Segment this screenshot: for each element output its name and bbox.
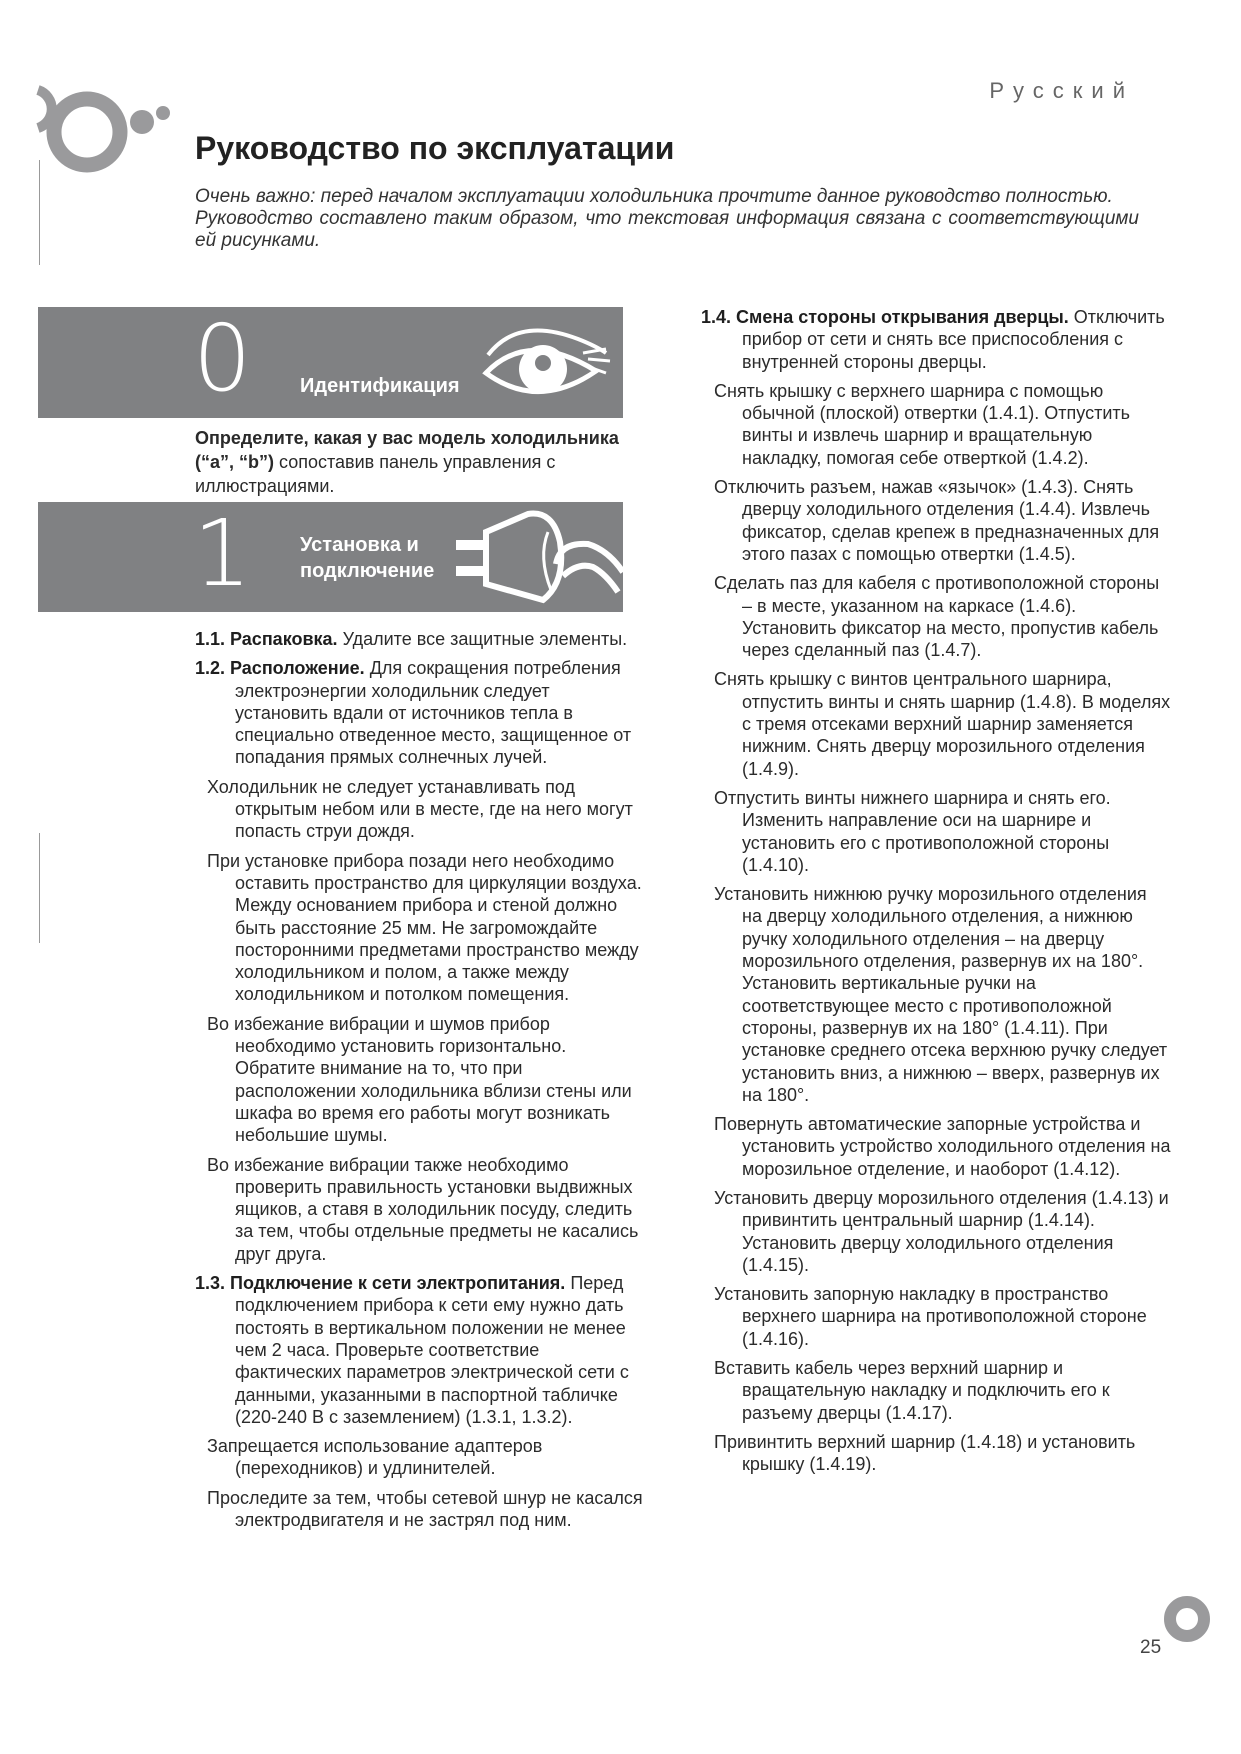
paragraph: Вставить кабель через верхний шарнир и вращательную накладку и подключить его к разъему дверцы (1.4.17). [714,1358,1110,1423]
paragraph: Во избежание вибрации также необходимо проверить правильность установки выдвижных ящиков, а ставя в холодильник посуду, следить за тем, чтобы отдельные предметы не касались друг друга. [207,1154,639,1264]
paragraph: Снять крышку с винтов центрального шарнира, отпустить винты и снять шарнир (1.4.8). В моделях с тремя отсеками верхний шарнир заменяется нижним. Снять дверцу морозильного отделения (1.4.9). [714,669,1171,779]
paragraph: Во избежание вибрации и шумов прибор необходимо установить горизонтально. Обратите внимание на то, что при расположении холодильника вблизи стены или шкафа во время его работы могут возникать небольшие шумы. [207,1013,632,1146]
item-text: Удалите все защитные элементы. [337,629,628,649]
paragraph: Установить дверцу морозильного отделения (1.4.13) и привинтить центральный шарнир (1.4.14). Установить дверцу холодильного отделения (1.4.15). [714,1187,1169,1275]
section-number: 1 [193,502,252,607]
section-label [300,532,434,584]
item-heading: 1.3. Подключение к сети электропитания. [195,1273,566,1294]
list-item [195,628,645,650]
page-number: 25 [1140,1637,1162,1658]
identification-bold: Определите, какая у вас модель холодильника (“a”, “b”) [195,428,619,472]
plug-icon [448,502,623,612]
margin-line [39,160,40,265]
item-heading: 1.2. Расположение. [195,658,365,679]
item-text: Перед подключением прибора к сети ему нужно дать постоять в вертикальном положении не менее чем 2 часа. Проверьте соответствие фактических параметров электрической сети с данными, указанными в паспортной табличке (220-240 В с заземлением) (1.3.1, 1.3.2). [235,1273,629,1427]
paragraph: Сделать паз для кабеля с противоположной стороны – в месте, указанном на каркасе (1.4.6). Установить фиксатор на место, пропустив кабель через сделанный паз (1.4.7). [714,573,1160,661]
left-column [195,628,645,1538]
section-banner-installation [38,502,623,612]
brand-logo-icon [30,80,180,190]
paragraph: При установке прибора позади него необходимо оставить пространство для циркуляции воздуха. Между основанием прибора и стеной должно быть расстояние 25 мм. Не загромождайте посторонними предметами пространство между холодильником и полом, а также между холодильником и потолком помещения. [207,850,642,1005]
right-column [701,306,1171,1483]
eye-icon [478,311,618,416]
item-heading: 1.1. Распаковка. [195,629,338,649]
intro-paragraph: Очень важно: перед началом эксплуатации холодильника прочтите данное руководство полностью. [195,186,1113,207]
language-label: Русский [989,78,1134,103]
paragraph: Установить нижнюю ручку морозильного отделения на дверцу холодильного отделения, а нижнюю ручку холодильного отделения – на дверцу морозильного отделения, развернув их на 180°. Установить вертикальные ручки на соответствующее место с противоположной стороны, развернув их на 180° (1.4.11). При установке среднего отсека верхнюю ручку следует установить вниз, а нижнюю – вверх, развернув их на 180°. [714,884,1168,1105]
paragraph: Проследите за тем, чтобы сетевой шнур не касался электродвигателя и не застрял под ним. [207,1487,643,1530]
paragraph: Снять крышку с верхнего шарнира с помощью обычной (плоской) отвертки (1.4.1). Отпустить винты и извлечь шарнир и вращательную накладку, помогая себе отверткой (1.4.2). [714,380,1130,468]
identification-text [195,426,635,498]
identification-rest: сопоставив панель управления с иллюстрациями. [195,452,556,496]
ring-decoration-icon [1163,1595,1213,1645]
list-item [195,657,645,768]
item-heading: 1.4. Смена стороны открывания дверцы. [701,307,1069,327]
margin-line [39,833,40,943]
paragraph: Холодильник не следует устанавливать под открытым небом или в месте, где на него могут попасть струи дождя. [207,776,633,842]
paragraph: Запрещается использование адаптеров (переходников) и удлинителей. [207,1436,543,1479]
list-item [701,306,1171,373]
section-label: Идентификация [300,375,460,397]
section-banner-identification [38,307,623,418]
section-label-line: Установка и [300,534,419,556]
section-label-line: подключение [300,560,435,582]
intro-text [195,186,1139,252]
paragraph: Повернуть автоматические запорные устройства и установить устройство холодильного отделения на морозильное отделение, и наоборот (1.4.12). [714,1114,1171,1179]
intro-paragraph: Руководство составлено таким образом, что текстовая информация связана с соответствующими ей рисунками. [195,208,1139,251]
paragraph: Отключить разъем, нажав «язычок» (1.4.3). Снять дверцу холодильного отделения (1.4.4). Извлечь фиксатор, сделав крепеж в предназначенных для этого пазах с помощью отвертки (1.4.5). [714,477,1160,564]
paragraph: Отпустить винты нижнего шарнира и снять его. Изменить направление оси на шарнире и установить его с противоположной стороны (1.4.10). [714,787,1111,875]
paragraph: Привинтить верхний шарнир (1.4.18) и установить крышку (1.4.19). [714,1431,1136,1475]
section-number: 0 [193,307,252,412]
item-text: Отключить прибор от сети и снять все приспособления с внутренней стороны дверцы. [742,307,1165,372]
page-title: Руководство по эксплуатации [195,130,675,166]
paragraph: Установить запорную накладку в пространство верхнего шарнира на противоположной стороне (1.4.16). [714,1284,1147,1349]
item-text: Для сокращения потребления электроэнергии холодильник следует установить вдали от источников тепла в специально отведенное место, защищенное от попадания прямых солнечных лучей. [235,658,632,768]
list-item [195,1272,645,1428]
